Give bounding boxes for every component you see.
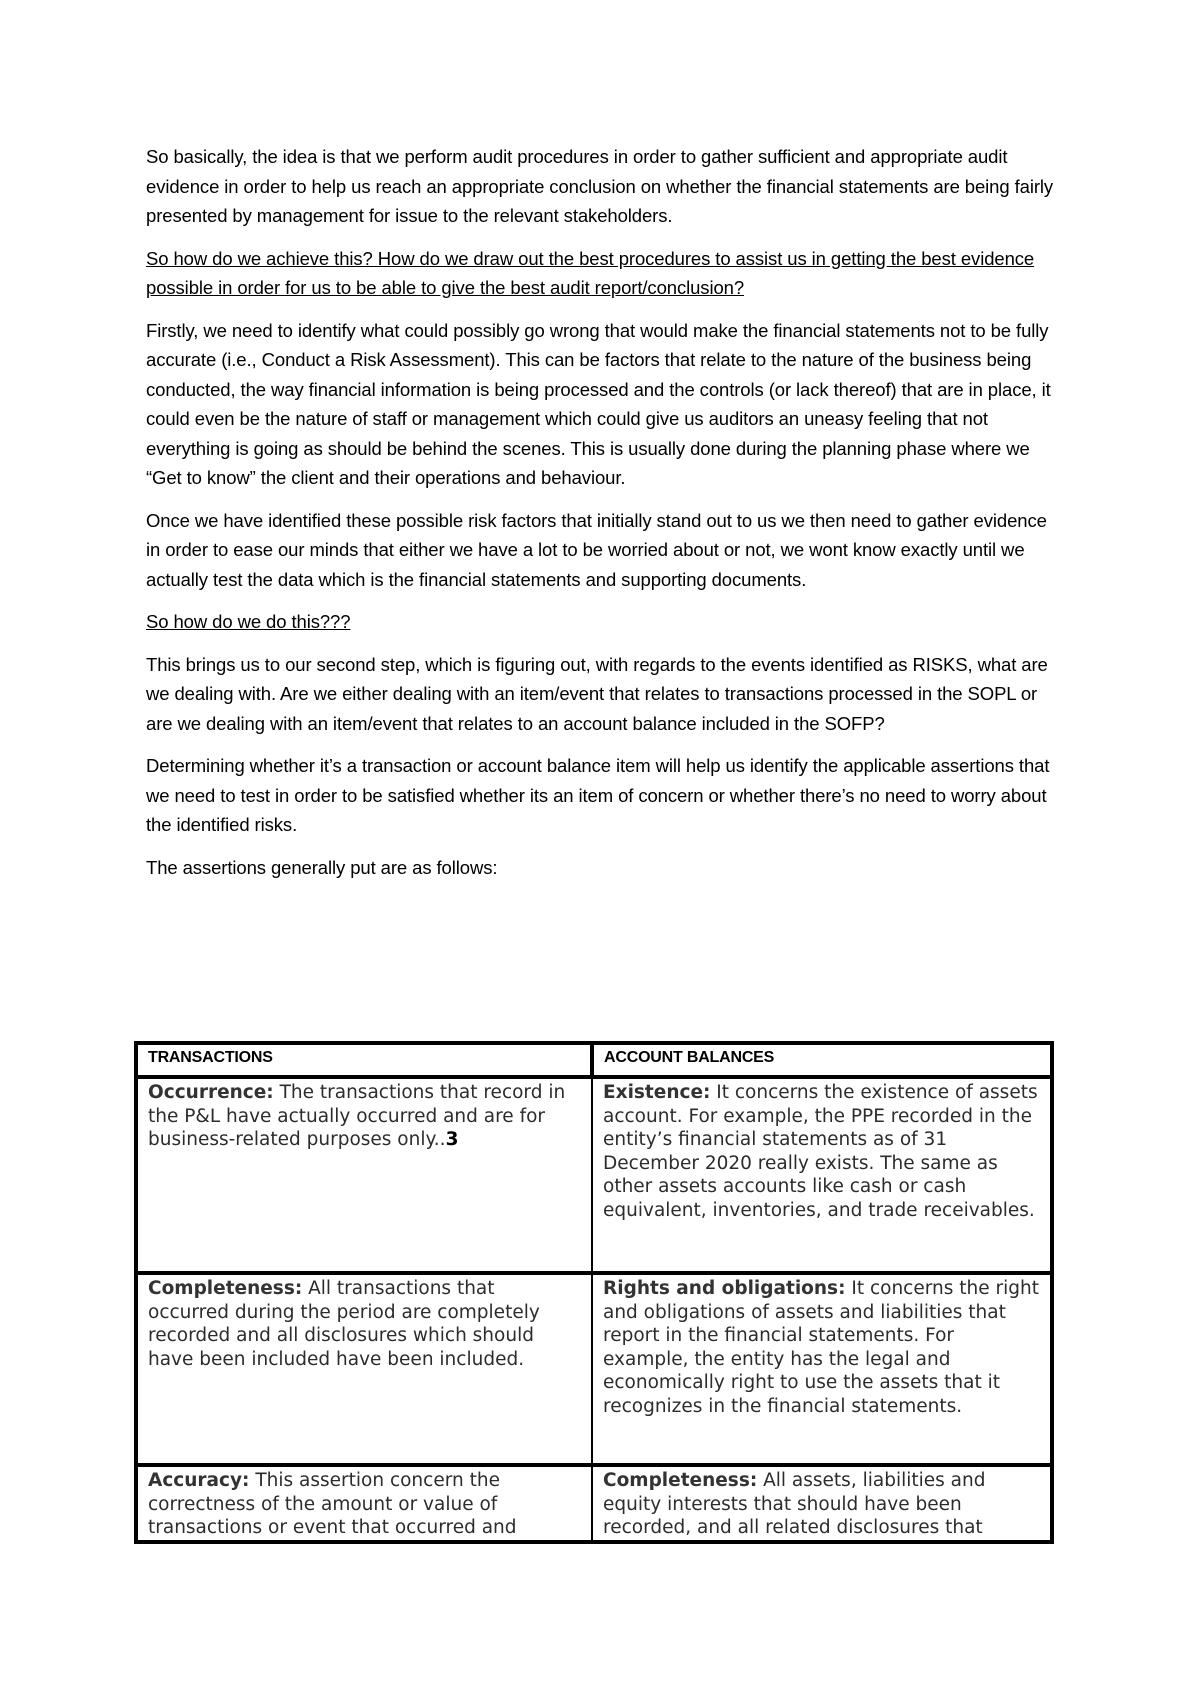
paragraph-gather-evidence: Once we have identified these possible risk factors that initially stand out to us we then need to gather evidence in order to ease our minds that either we have a lot to be worried about or not, we wont know exactly until we actually test the data which is the financial statements and supporting documents. — [146, 509, 1047, 590]
paragraph-second-step: This brings us to our second step, which is figuring out, with regards to the events identified as RISKS, what are we dealing with. Are we either dealing with an item/event that relates to transactions processed in the SOPL or are we dealing with an item/event that relates to an account balance included in the SOFP? — [146, 653, 1048, 734]
paragraph-question-how: So how do we do this??? — [146, 611, 351, 632]
term-existence: Existence: — [603, 1082, 711, 1103]
text-occurrence: The transactions that record in the P&L have actually occurred and are for business-related purposes only.. — [148, 1082, 566, 1150]
cell-occurrence — [136, 1077, 592, 1273]
table-row — [136, 1273, 1052, 1465]
text-accuracy: This assertion concern the correctness of the amount or value of transactions or event that occurred and — [148, 1470, 517, 1538]
header-transactions: TRANSACTIONS — [136, 1043, 592, 1077]
text-completeness-balances: All assets, liabilities and equity interests that should have been recorded, and all related disclosures that — [603, 1470, 986, 1538]
paragraph-intro: So basically, the idea is that we perform audit procedures in order to gather sufficient and appropriate audit evidence in order to help us reach an appropriate conclusion on whether the financial statements are being fairly presented by management for issue to the relevant stakeholders. — [146, 146, 1054, 226]
header-account-balances: ACCOUNT BALANCES — [592, 1043, 1052, 1077]
paragraph-assertions-intro: The assertions generally put are as follows: — [146, 856, 498, 878]
paragraph-determining: Determining whether it’s a transaction or account balance item will help us identify the applicable assertions that we need to test in order to be satisfied whether its an item of concern or whether there’s no need to worry about the identified risks. — [146, 755, 1050, 835]
term-rights-obligations: Rights and obligations: — [603, 1278, 846, 1299]
body-text — [146, 142, 1066, 895]
paragraph-risk-assessment: Firstly, we need to identify what could possibly go wrong that would make the financial statements not to be fully accurate (i.e., Conduct a Risk Assessment). This can be factors that relate to the nature of the business being conducted, the way financial information is being processed and the controls (or lack thereof) that are in place, it could even be the nature of staff or management which could give us auditors an uneasy feeling that not everything is going as should be behind the scenes. This is usually done during the planning phase where we “Get to know” the client and their operations and behaviour. — [146, 319, 1051, 488]
cell-completeness-balances — [592, 1465, 1052, 1542]
cell-rights-obligations — [592, 1273, 1052, 1465]
term-completeness-transactions: Completeness: — [148, 1278, 303, 1299]
cell-accuracy — [136, 1465, 592, 1542]
cell-completeness-transactions — [136, 1273, 592, 1465]
footnote-marker: 3 — [445, 1129, 459, 1150]
cell-existence — [592, 1077, 1052, 1273]
term-occurrence: Occurrence: — [148, 1082, 274, 1103]
table-row — [136, 1077, 1052, 1273]
term-completeness-balances: Completeness: — [603, 1470, 758, 1491]
paragraph-question-achieve: So how do we achieve this? How do we draw out the best procedures to assist us in getting the best evidence possible in order for us to be able to give the best audit report/conclusion? — [146, 247, 1035, 298]
text-rights-obligations: It concerns the right and obligations of assets and liabilities that report in the financial statements. For example, the entity has the legal and economically right to use the assets that it recognizes in the financial statements. — [603, 1278, 1039, 1417]
term-accuracy: Accuracy: — [148, 1470, 250, 1491]
text-completeness-transactions: All transactions that occurred during the period are completely recorded and all disclosures which should have been included have been included. — [148, 1278, 540, 1370]
table-row — [136, 1465, 1052, 1542]
assertions-table — [134, 1041, 1054, 1544]
text-existence: It concerns the existence of assets account. For example, the PPE recorded in the entity’s financial statements as of 31 December 2020 really exists. The same as other assets accounts like cash or cash equivalent, inventories, and trade receivables. — [603, 1082, 1038, 1221]
